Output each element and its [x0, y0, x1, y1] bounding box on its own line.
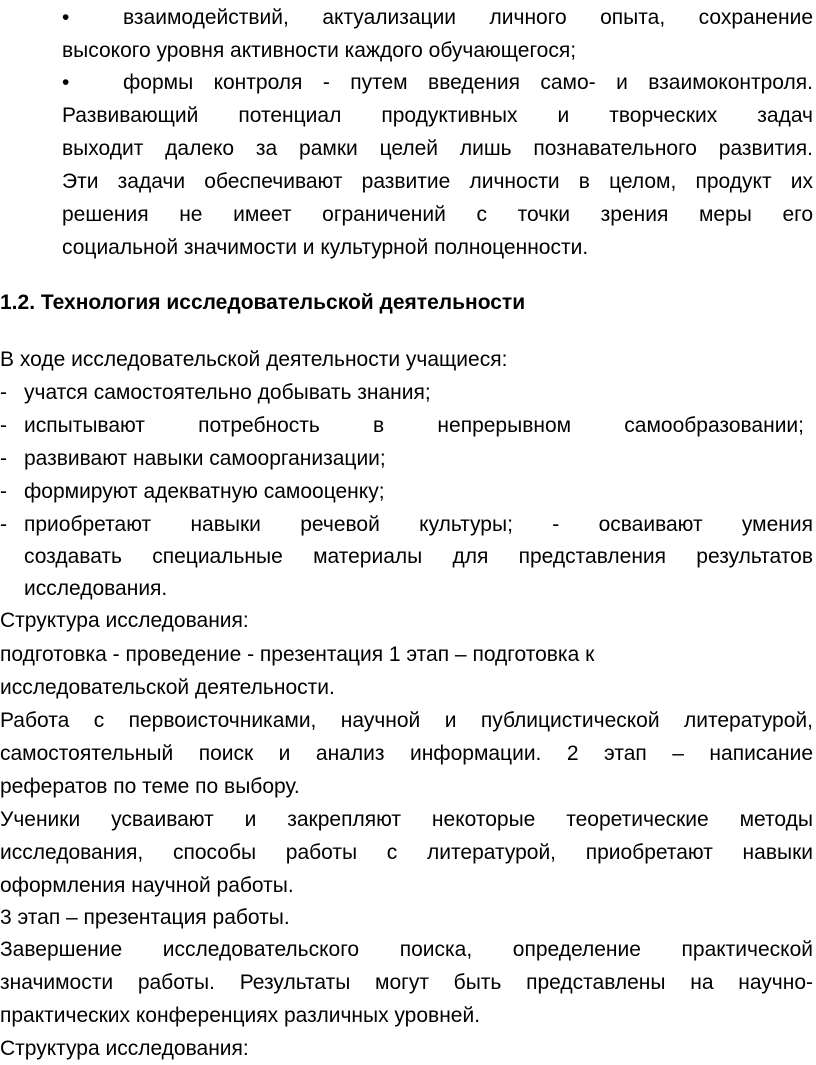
text-line: Ученики усваивают и закрепляют некоторые теоретические методы: [0, 808, 813, 831]
list-item: приобретают навыки речевой культуры; - осваивают умения: [24, 513, 813, 536]
dash-marker: -: [0, 480, 7, 503]
text-line: Структура исследования:: [0, 609, 249, 632]
text-line: высокого уровня активности каждого обучающегося;: [62, 39, 577, 62]
section-heading: 1.2. Технология исследовательской деятельности: [0, 291, 526, 314]
text-line: практических конференциях различных уровней.: [0, 1004, 481, 1027]
lead-text: В ходе исследовательской деятельности учащиеся:: [0, 348, 508, 371]
text-line: самостоятельный поиск и анализ информации. 2 этап – написание: [0, 742, 813, 765]
dash-marker: -: [0, 381, 7, 404]
text-line: Развивающий потенциал продуктивных и творческих задач: [62, 104, 813, 127]
list-item: развивают навыки самоорганизации;: [24, 447, 386, 470]
bullet-text: взаимодействий, актуализации личного опыта, сохранение: [123, 6, 813, 29]
list-item: формируют адекватную самооценку;: [24, 480, 385, 503]
text-line: выходит далеко за рамки целей лишь познавательного развития.: [62, 137, 813, 160]
text-line: социальной значимости и культурной полноценности.: [62, 236, 589, 259]
text-line: исследования, способы работы с литературой, приобретают навыки: [0, 841, 813, 864]
list-item-continuation: создавать специальные материалы для представления результатов: [24, 545, 813, 568]
text-line: Завершение исследовательского поиска, определение практической: [0, 938, 813, 961]
text-line: решения не имеет ограничений с точки зрения меры его: [62, 203, 813, 226]
bullet-marker: •: [62, 71, 70, 94]
bullet-text: формы контроля - путем введения само- и взаимоконтроля.: [123, 71, 813, 94]
dash-marker: -: [0, 513, 7, 536]
list-item-continuation: исследования.: [24, 577, 168, 600]
dash-marker: -: [0, 447, 7, 470]
text-line: исследовательской деятельности.: [0, 676, 335, 699]
text-line: Структура исследования:: [0, 1037, 249, 1060]
list-item: испытывают потребность в непрерывном самообразовании;: [24, 414, 804, 437]
text-line: подготовка - проведение - презентация 1 этап – подготовка к: [0, 643, 595, 666]
dash-marker: -: [0, 414, 7, 437]
text-line: оформления научной работы.: [0, 874, 294, 897]
text-line: значимости работы. Результаты могут быть представлены на научно-: [0, 971, 813, 994]
list-item: учатся самостоятельно добывать знания;: [24, 381, 431, 404]
text-line: Эти задачи обеспечивают развитие личности в целом, продукт их: [62, 170, 813, 193]
text-line: 3 этап – презентация работы.: [0, 906, 290, 929]
text-line: Работа с первоисточниками, научной и публицистической литературой,: [0, 709, 813, 732]
text-line: рефератов по теме по выбору.: [0, 775, 300, 798]
bullet-marker: •: [62, 6, 70, 29]
